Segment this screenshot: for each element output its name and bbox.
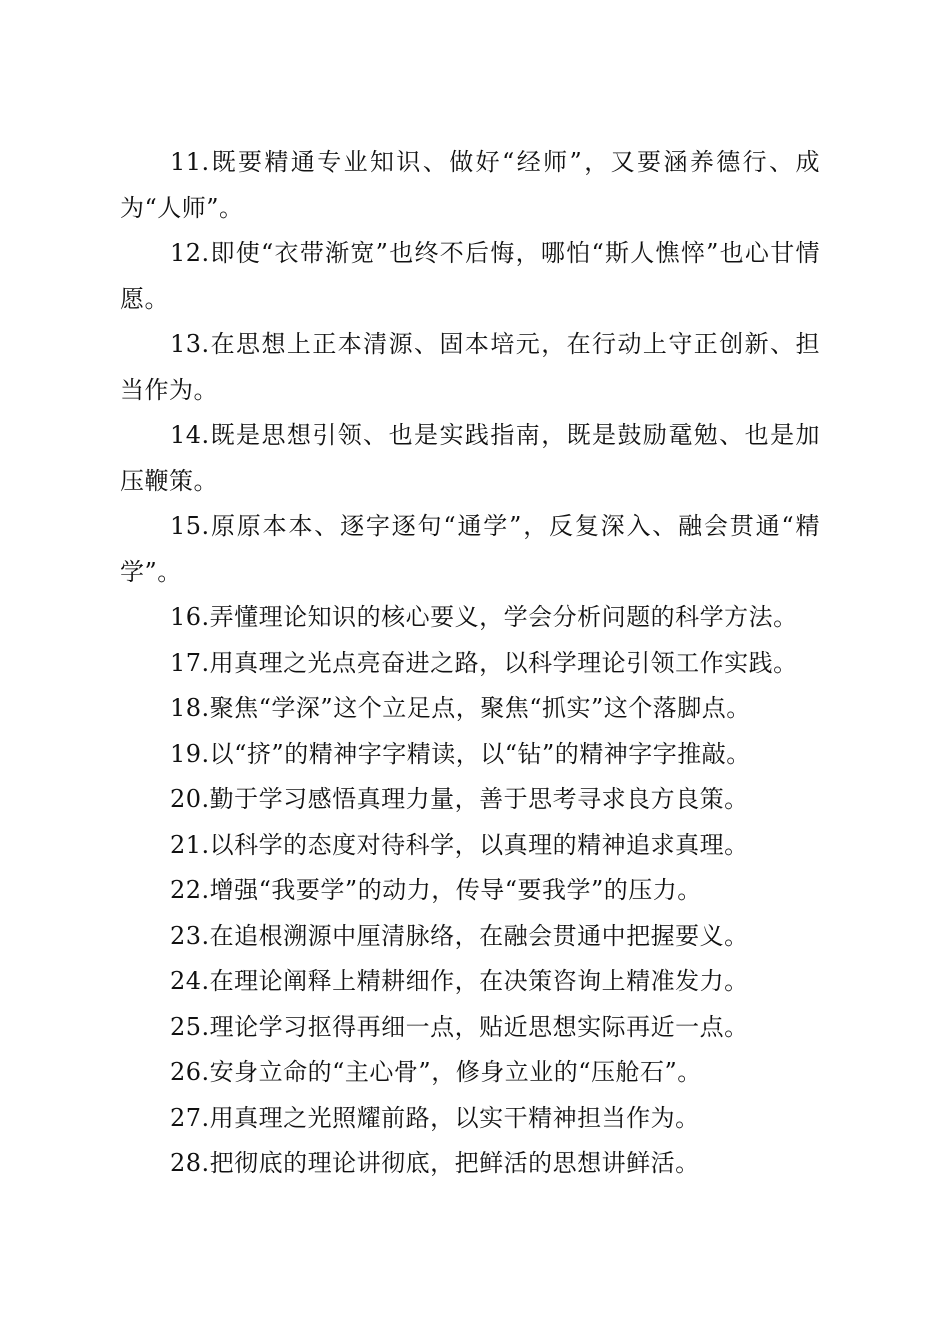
list-item: 28.把彻底的理论讲彻底，把鲜活的思想讲鲜活。 (170, 1149, 700, 1177)
list-item: 26.安身立命的“主心骨”，修身立业的“压舱石”。 (170, 1058, 702, 1086)
list-item: 23.在追根溯源中厘清脉络，在融会贯通中把握要义。 (170, 921, 749, 950)
list-item: 21.以科学的态度对待科学，以真理的精神追求真理。 (170, 830, 749, 859)
list-item: 13.在思想上正本清源、固本培元，在行动上守正创新、担当作为。 (120, 330, 820, 404)
list-item: 27.用真理之光照耀前路，以实干精神担当作为。 (170, 1103, 700, 1132)
list-item: 22.增强“我要学”的动力，传导“要我学”的压力。 (170, 876, 702, 904)
list-item: 11.既要精通专业知识、做好“经师”，又要涵养德行、成为“人师”。 (120, 148, 820, 222)
list-item: 19.以“挤”的精神字字精读，以“钻”的精神字字推敲。 (170, 739, 751, 768)
list-item: 24.在理论阐释上精耕细作，在决策咨询上精准发力。 (170, 967, 749, 995)
list-item: 15.原原本本、逐字逐句“通学”，反复深入、融会贯通“精学”。 (120, 512, 820, 586)
list-item: 16.弄懂理论知识的核心要义，学会分析问题的科学方法。 (170, 603, 798, 631)
list-item: 20.勤于学习感悟真理力量，善于思考寻求良方良策。 (170, 785, 749, 813)
list-item: 18.聚焦“学深”这个立足点，聚焦“抓实”这个落脚点。 (170, 694, 751, 722)
list-item: 12.即使“衣带渐宽”也终不后悔，哪怕“斯人憔悴”也心甘情愿。 (120, 239, 820, 313)
document-body (120, 140, 820, 1187)
list-item: 14.既是思想引领、也是实践指南，既是鼓励鼋勉、也是加压鞭策。 (120, 421, 820, 495)
list-item: 25.理论学习抠得再细一点，贴近思想实际再近一点。 (170, 1012, 749, 1041)
list-item: 17.用真理之光点亮奋进之路，以科学理论引领工作实践。 (170, 648, 798, 677)
